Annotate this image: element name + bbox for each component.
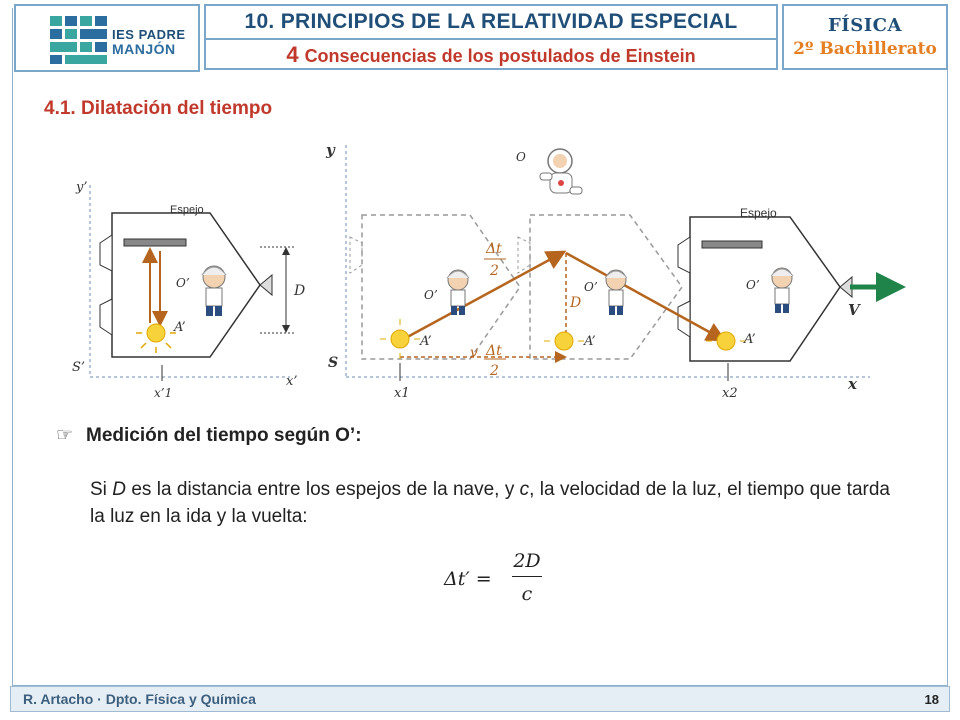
astronaut-label: O xyxy=(516,150,526,164)
light-source-2-icon xyxy=(544,332,584,350)
moving-frame-diagram xyxy=(325,141,896,401)
left-observer-label: O’ xyxy=(176,276,190,290)
bullet-heading-text: Medición del tiempo según O’: xyxy=(86,425,362,446)
formula-denominator: c xyxy=(521,583,533,605)
right-light-label-2: A’ xyxy=(584,334,596,349)
left-ship-nose xyxy=(260,275,272,295)
right-x1-label: x1 xyxy=(394,386,410,401)
ghost-ship-1 xyxy=(362,215,520,359)
para-part1: Si xyxy=(90,479,113,500)
title-box xyxy=(204,4,778,70)
para-D: D xyxy=(112,479,126,500)
logo-grid-icon xyxy=(50,16,108,64)
right-x2-label: x2 xyxy=(722,386,738,401)
half-dt-bottom-num: Δt xyxy=(486,343,502,359)
left-mirror xyxy=(124,239,186,246)
right-light-label-1: A’ xyxy=(420,334,432,349)
section-title: 4.1. Dilatación del tiempo xyxy=(44,98,273,119)
bullet-heading xyxy=(56,424,362,447)
ship-speed-label: v xyxy=(470,345,478,361)
left-origin-label: S’ xyxy=(72,360,86,375)
left-x1-label: x’1 xyxy=(154,386,173,400)
left-light-label: A’ xyxy=(174,320,186,335)
subtitle-text: Consecuencias de los postulados de Einstein xyxy=(304,46,696,66)
subject-name: FÍSICA xyxy=(828,15,902,36)
right-mirror xyxy=(702,241,762,248)
right-ship-body xyxy=(690,217,840,361)
half-dt-bottom-den: 2 xyxy=(490,363,499,379)
astronaut-observer-icon xyxy=(540,149,582,194)
left-distance-label: D xyxy=(294,283,306,299)
unit-subtitle xyxy=(206,40,776,70)
time-dilation-diagram xyxy=(50,135,910,405)
left-x-label: x’ xyxy=(286,374,298,389)
subject-box xyxy=(782,4,948,70)
right-x-label: x xyxy=(848,375,857,393)
left-thruster-bottom xyxy=(100,299,112,335)
ghost-thruster-2 xyxy=(518,237,530,273)
subtitle-number: 4 xyxy=(286,42,299,67)
ghost-thruster-1 xyxy=(350,237,362,273)
footer-bar xyxy=(10,686,950,712)
logo-line1: IES PADRE xyxy=(112,27,186,42)
page-number: 18 xyxy=(924,692,939,707)
ghost-ship-2 xyxy=(530,215,682,359)
formula-numerator: 2D xyxy=(512,550,542,577)
velocity-label: V xyxy=(848,301,860,319)
right-thruster-top xyxy=(678,237,690,273)
left-light-source-icon xyxy=(147,324,165,342)
explanation-paragraph xyxy=(90,476,890,530)
formula-lhs: Δt′ = xyxy=(444,568,492,590)
right-distance-label: D xyxy=(570,295,582,311)
right-y-label: y xyxy=(326,141,335,159)
einstein-observer-2-icon xyxy=(605,270,627,315)
left-mirror-label: Espejo xyxy=(170,204,204,216)
left-thruster-top xyxy=(100,235,112,271)
footer-author: R. Artacho · Dpto. Física y Química xyxy=(23,691,256,707)
logo-text xyxy=(112,28,186,56)
half-dt-top-num: Δt xyxy=(486,241,502,257)
right-light-label-3: A’ xyxy=(744,332,756,347)
unit-title: 10. PRINCIPIOS DE LA RELATIVIDAD ESPECIAL xyxy=(206,6,776,40)
right-mirror-label: Espejo xyxy=(740,206,777,220)
pointing-hand-icon: ☞ xyxy=(56,425,74,446)
right-observer-label-1: O’ xyxy=(424,288,438,302)
logo-line2: MANJÓN xyxy=(112,41,176,57)
light-source-1-icon xyxy=(380,319,420,359)
para-c: c xyxy=(519,479,530,500)
course-level: 2º Bachillerato xyxy=(793,39,937,59)
half-dt-top-den: 2 xyxy=(490,263,499,279)
right-origin-label: S xyxy=(328,355,339,371)
school-logo xyxy=(14,4,200,72)
para-part2: es la distancia entre los espejos de la nave, y xyxy=(125,479,520,500)
right-observer-label-2: O’ xyxy=(584,280,598,294)
rest-frame-diagram xyxy=(72,180,305,400)
formula-fraction xyxy=(512,550,542,605)
para-part3: , la velocidad de la luz, el tiempo que tarda la luz en la ida y la vuelta: xyxy=(90,479,890,527)
left-y-label: y’ xyxy=(76,180,88,195)
right-observer-label-3: O’ xyxy=(746,278,760,292)
